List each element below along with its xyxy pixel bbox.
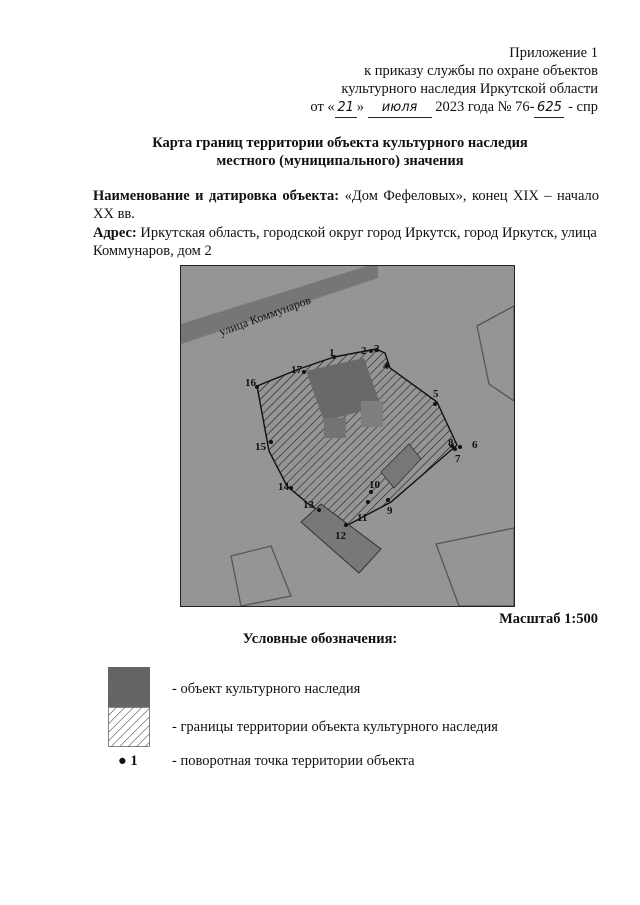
legend-text-heritage: - объект культурного наследия [172, 681, 361, 697]
turning-point-label: 7 [455, 453, 461, 465]
date-suffix: - спр [568, 99, 598, 115]
street-label: улица Коммунаров [217, 292, 313, 339]
date-mid: » [356, 99, 364, 115]
document-title [40, 134, 640, 170]
turning-point-label: 15 [255, 441, 266, 453]
turning-point [344, 523, 348, 527]
turning-point [269, 440, 273, 444]
turning-point [302, 370, 306, 374]
turning-point-label: 8 [448, 437, 454, 449]
turning-point-label: 17 [291, 364, 302, 376]
boundary-map [180, 265, 515, 607]
map-scale: Масштаб 1:500 [499, 611, 598, 627]
heritage-swatch-icon [108, 667, 150, 707]
turning-point-label: 6 [472, 439, 478, 451]
legend-text-point: - поворотная точка территории объекта [172, 753, 415, 769]
turning-point-label: 2 [361, 345, 367, 357]
turning-point-label: 3 [374, 343, 380, 355]
appendix-line-2: к приказу службы по охране объектов [364, 63, 598, 79]
turning-point-label: 13 [303, 499, 314, 511]
legend-text-boundary: - границы территории объекта культурного наследия [172, 719, 498, 735]
turning-point [433, 402, 437, 406]
object-name-value: «Дом Фефеловых», конец XIX – начало XX вв. [93, 188, 599, 222]
object-name-paragraph [93, 187, 599, 223]
legend-title: Условные обозначения: [242, 631, 398, 647]
title-line-2: местного (муниципального) значения [216, 153, 464, 169]
turning-point-label: 11 [357, 512, 368, 524]
turning-point [366, 500, 370, 504]
date-day: 21 [335, 99, 357, 118]
turning-point [458, 445, 462, 449]
turning-point-symbol: ● 1 [118, 753, 138, 769]
title-line-1: Карта границ территории объекта культурного наследия [152, 135, 528, 151]
turning-point-label: 9 [387, 505, 393, 517]
outbuilding-1 [361, 401, 383, 427]
object-address-value: Иркутская область, городской округ город Иркутск, город Иркутск, улица Коммунаров, дом 2 [93, 225, 597, 259]
turning-point-label: 14 [278, 481, 289, 493]
turning-point-label: 12 [335, 530, 346, 542]
appendix-block [310, 44, 598, 118]
appendix-date-line [310, 98, 598, 118]
object-address-paragraph [93, 224, 599, 260]
order-number: 625 [534, 99, 564, 118]
object-address-label: Адрес: [93, 225, 137, 241]
turning-point-label: 5 [433, 388, 439, 400]
turning-point [369, 349, 373, 353]
turning-point-label: 4 [383, 360, 389, 372]
turning-point [317, 508, 321, 512]
hatch-swatch-icon [108, 707, 150, 747]
turning-point-label: 1 [329, 347, 335, 359]
appendix-line-1: Приложение 1 [509, 45, 598, 61]
date-year: 2023 года № 76- [435, 99, 535, 115]
turning-point [386, 498, 390, 502]
turning-point-label: 16 [245, 377, 256, 389]
turning-point [289, 486, 293, 490]
map-canvas [181, 266, 514, 606]
heritage-annex [324, 418, 346, 438]
turning-point [453, 447, 457, 451]
object-name-label: Наименование и датировка объекта: [93, 188, 340, 204]
date-month: июля [368, 99, 432, 118]
appendix-line-3: культурного наследия Иркутской области [341, 81, 598, 97]
turning-point-label: 10 [369, 479, 380, 491]
date-prefix: от « [310, 99, 335, 115]
